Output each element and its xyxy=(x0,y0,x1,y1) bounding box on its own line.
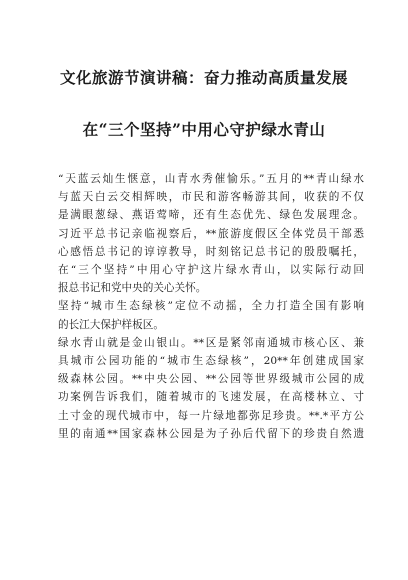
document-title-line-2: 在“三个坚持”中用心守护绿水青山 xyxy=(82,120,326,139)
body-line: 是满眼葱绿、燕语莺啼，还有生态优先、绿色发展理念。 xyxy=(58,209,364,222)
body-line: 绿水青山就是金山银山。**区是紧邻南通城市核心区、兼 xyxy=(58,336,364,349)
body-line: 功案例告诉我们，随着城市的飞速发展，在高楼林立、寸 xyxy=(58,391,364,404)
body-line: 级森林公园。**中央公园、**公园等世界级城市公园的成 xyxy=(58,373,364,386)
body-line: 土寸金的现代城市中，每一片绿地都弥足珍贵。**.*平方公 xyxy=(58,409,364,422)
body-line: 在“三个坚持”中用心守护这片绿水青山，以实际行动回 xyxy=(58,264,364,277)
body-line: 与蓝天白云交相辉映，市民和游客畅游其间，收获的不仅 xyxy=(58,191,364,204)
body-line: 坚持“城市生态绿核”定位不动摇，全力打造全国有影响 xyxy=(58,300,364,313)
body-line: 具城市公园功能的“城市生态绿核”，20**年创建成国家 xyxy=(58,355,364,368)
body-line: 报总书记和党中央的关心关怀。 xyxy=(58,282,207,295)
body-line: 心感悟总书记的谆谆教导，时刻铭记总书记的殷殷嘱托， xyxy=(58,245,364,258)
document-body xyxy=(58,170,364,443)
body-line: 的长江大保护样板区。 xyxy=(58,318,164,331)
body-line: 习近平总书记亲临视察后，**旅游度假区全体党员干部悉 xyxy=(58,227,364,240)
document-title-line-1: 文化旅游节演讲稿：奋力推动高质量发展 xyxy=(59,68,348,87)
body-line: 里的南通**国家森林公园是为子孙后代留下的珍贵自然遗 xyxy=(58,427,364,440)
body-line: “天蓝云灿生惬意，山青水秀催愉乐。”五月的**青山绿水 xyxy=(58,173,364,185)
